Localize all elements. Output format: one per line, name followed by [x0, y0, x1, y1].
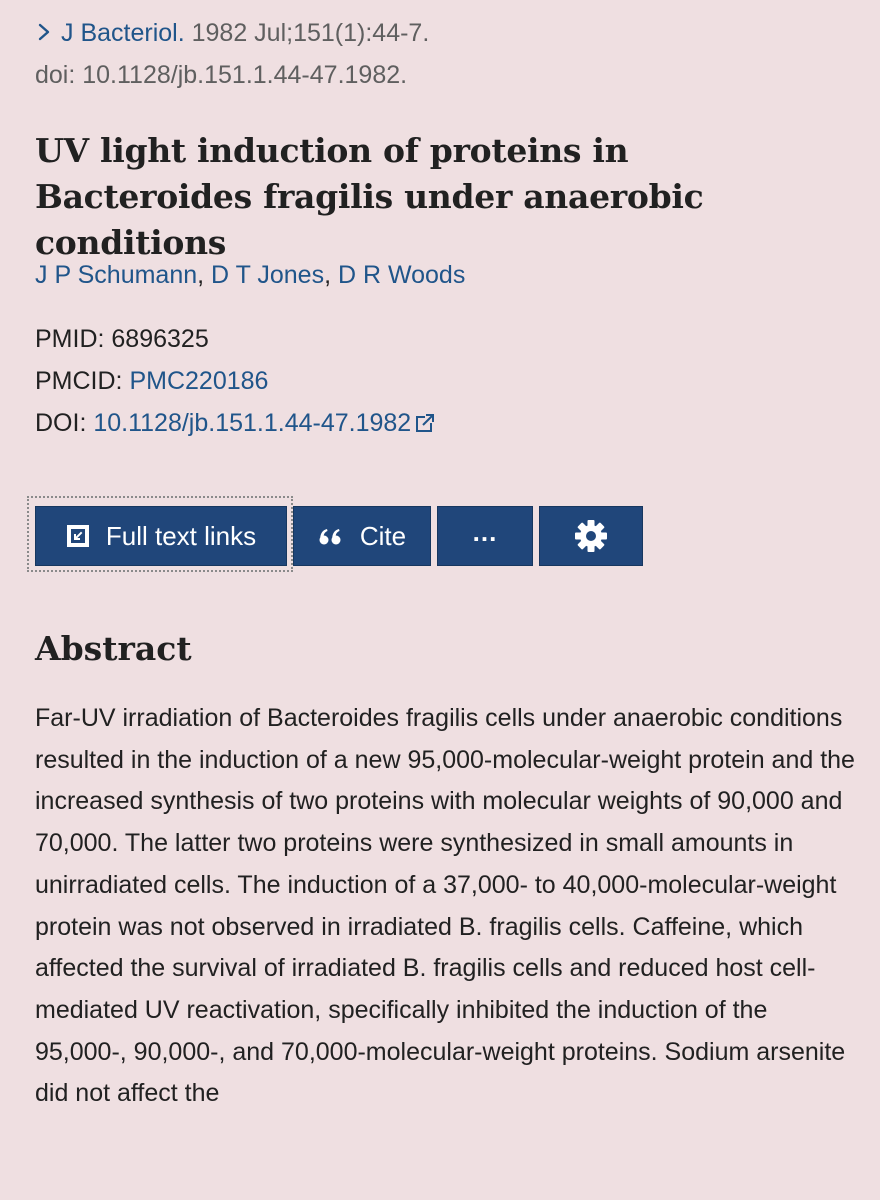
pmcid-label: PMCID: — [35, 367, 130, 395]
chevron-right-icon[interactable] — [35, 23, 53, 41]
identifier-list — [35, 318, 435, 444]
author-link[interactable]: D T Jones — [211, 261, 325, 289]
gear-icon — [574, 519, 608, 553]
pmid-row — [35, 318, 435, 360]
journal-link[interactable]: J Bacteriol. — [61, 19, 185, 47]
external-link-box-icon — [66, 524, 90, 548]
cite-label: Cite — [359, 520, 407, 551]
author-separator: , — [324, 261, 338, 289]
external-link-icon[interactable] — [415, 413, 435, 433]
doi-row — [35, 402, 435, 444]
display-options-button[interactable] — [539, 506, 643, 566]
citation-details: 1982 Jul;151(1):44-7. — [184, 19, 430, 47]
full-text-links-label: Full text links — [105, 520, 257, 551]
pmid-label: PMID: — [35, 325, 112, 353]
citation-doi: doi: 10.1128/jb.151.1.44-47.1982. — [35, 61, 408, 89]
article-title: UV light induction of proteins in Bacteroides fragilis under anaerobic conditions — [35, 131, 704, 262]
author-link[interactable]: D R Woods — [337, 261, 466, 289]
quote-icon — [318, 526, 344, 546]
full-text-links-button[interactable] — [35, 506, 287, 566]
pmid-value: 6896325 — [111, 325, 209, 353]
cite-button[interactable] — [293, 506, 431, 566]
more-actions-button[interactable] — [437, 506, 533, 566]
pmcid-row — [35, 360, 435, 402]
author-separator: , — [197, 261, 212, 289]
pmcid-link[interactable]: PMC220186 — [129, 367, 269, 395]
doi-label: DOI: — [35, 409, 94, 437]
author-list — [35, 258, 465, 292]
abstract-text: Far-UV irradiation of Bacteroides fragilis cells under anaerobic conditions resulted in the induction of a new 95,000-molecular-weight protein and the increased synthesis of two proteins with molecular weights of 90,000 and 70,000. The latter two proteins were synthesized in small amounts in unirradiated cells. The induction of a 37,000- to 40,000-molecular-weight protein was not observed in irradiated B. fragilis cells. Caffeine, which affected the survival of irradiated B. fragilis cells and reduced host cell-mediated UV reactivation, specifically inhibited the induction of the 95,000-, 90,000-, and 70,000-molecular-weight proteins. Sodium arsenite did not affect the — [35, 704, 855, 1108]
more-label: ... — [472, 516, 498, 547]
doi-link[interactable]: 10.1128/jb.151.1.44-47.1982 — [93, 409, 412, 437]
author-link[interactable]: J P Schumann — [35, 261, 198, 289]
citation-line — [35, 16, 429, 50]
abstract-heading: Abstract — [35, 629, 192, 668]
